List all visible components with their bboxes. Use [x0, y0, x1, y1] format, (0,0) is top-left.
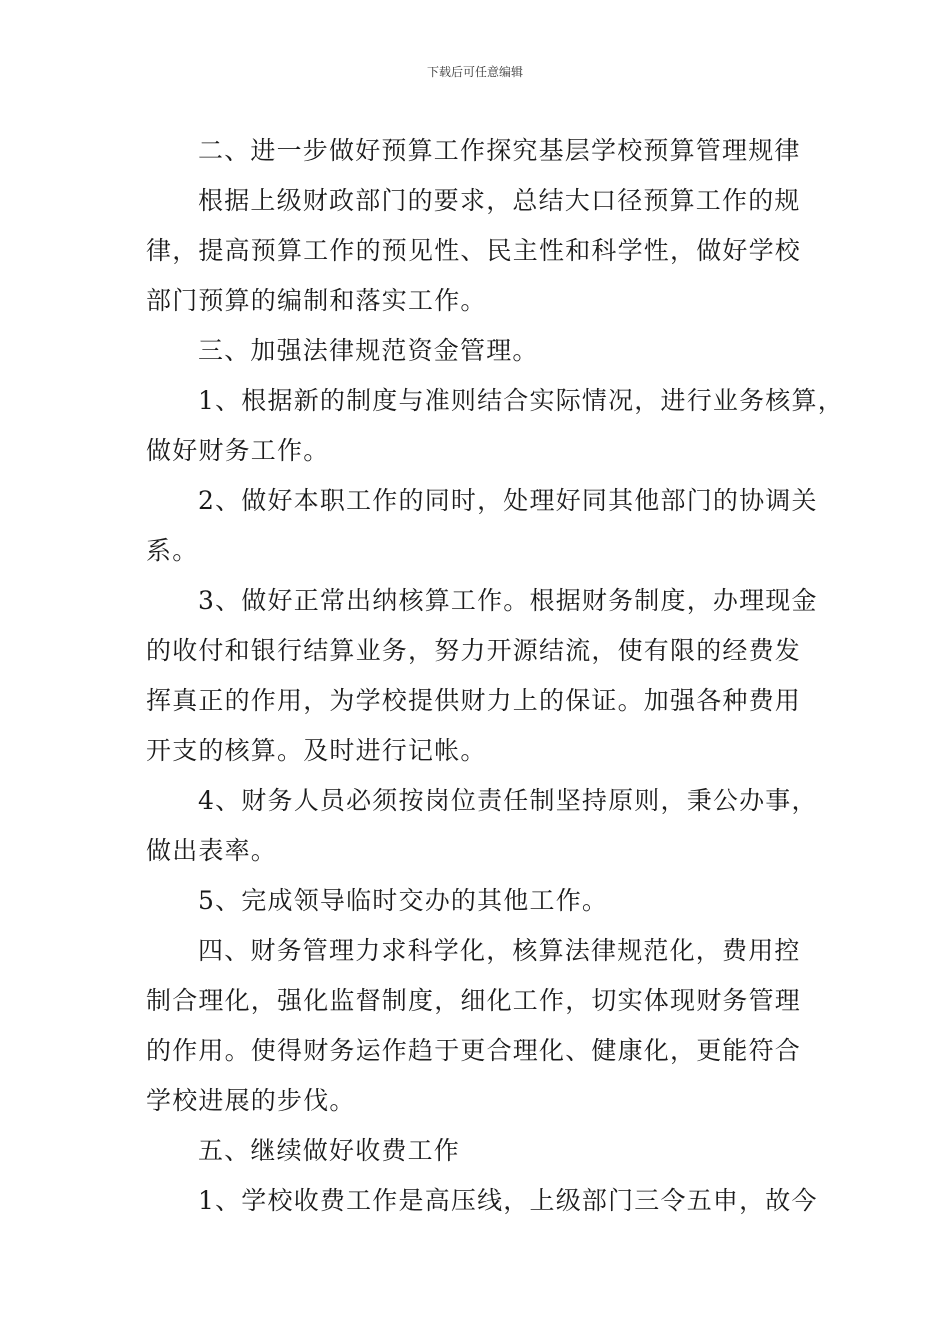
- paragraph-line: 开支的核算。及时进行记帐。: [146, 736, 487, 765]
- paragraph-line: 学校进展的步伐。: [146, 1086, 356, 1115]
- paragraph: [146, 326, 811, 376]
- paragraph-line: 4、财务人员必须按岗位责任制坚持原则，秉公办事，: [198, 786, 818, 815]
- paragraph-line: 5、完成领导临时交办的其他工作。: [198, 886, 609, 915]
- paragraph-line: 根据上级财政部门的要求，总结大口径预算工作的规: [198, 186, 801, 215]
- paragraph-line: 的作用。使得财务运作趋于更合理化、健康化，更能符合: [146, 1036, 802, 1065]
- paragraph-line: 部门预算的编制和落实工作。: [146, 286, 487, 315]
- paragraph-line: 的收付和银行结算业务，努力开源结流，使有限的经费发: [146, 636, 802, 665]
- paragraph-line: 3、做好正常出纳核算工作。根据财务制度，办理现金: [198, 586, 818, 615]
- paragraph-line: 2、做好本职工作的同时，处理好同其他部门的协调关: [198, 486, 818, 515]
- paragraph-line: 做好财务工作。: [146, 436, 330, 465]
- paragraph: [146, 126, 811, 176]
- paragraph-line: 做出表率。: [146, 836, 278, 865]
- paragraph: [146, 1126, 811, 1176]
- paragraph-line: 系。: [146, 536, 199, 565]
- paragraph-line: 五、继续做好收费工作: [198, 1136, 461, 1165]
- paragraph: [146, 776, 818, 876]
- paragraph: [146, 476, 818, 576]
- paragraph: [146, 926, 811, 1126]
- paragraph-line: 1、学校收费工作是高压线，上级部门三令五申，故今: [198, 1186, 818, 1215]
- page-header: 下载后可任意编辑: [426, 65, 523, 79]
- paragraph: [146, 576, 818, 776]
- paragraph-line: 制合理化，强化监督制度，细化工作，切实体现财务管理: [146, 986, 802, 1015]
- paragraph: [146, 376, 844, 476]
- paragraph-line: 1、根据新的制度与准则结合实际情况，进行业务核算，: [198, 386, 844, 415]
- paragraph-line: 二、进一步做好预算工作探究基层学校预算管理规律: [198, 136, 801, 165]
- paragraph-line: 律，提高预算工作的预见性、民主性和科学性，做好学校: [146, 236, 802, 265]
- paragraph-line: 三、加强法律规范资金管理。: [198, 336, 539, 365]
- paragraph-line: 挥真正的作用，为学校提供财力上的保证。加强各种费用: [146, 686, 802, 715]
- document-body: [146, 126, 844, 1226]
- paragraph: [146, 1176, 818, 1226]
- paragraph: [146, 176, 811, 326]
- paragraph-line: 四、财务管理力求科学化，核算法律规范化，费用控: [198, 936, 801, 965]
- paragraph: [146, 876, 811, 926]
